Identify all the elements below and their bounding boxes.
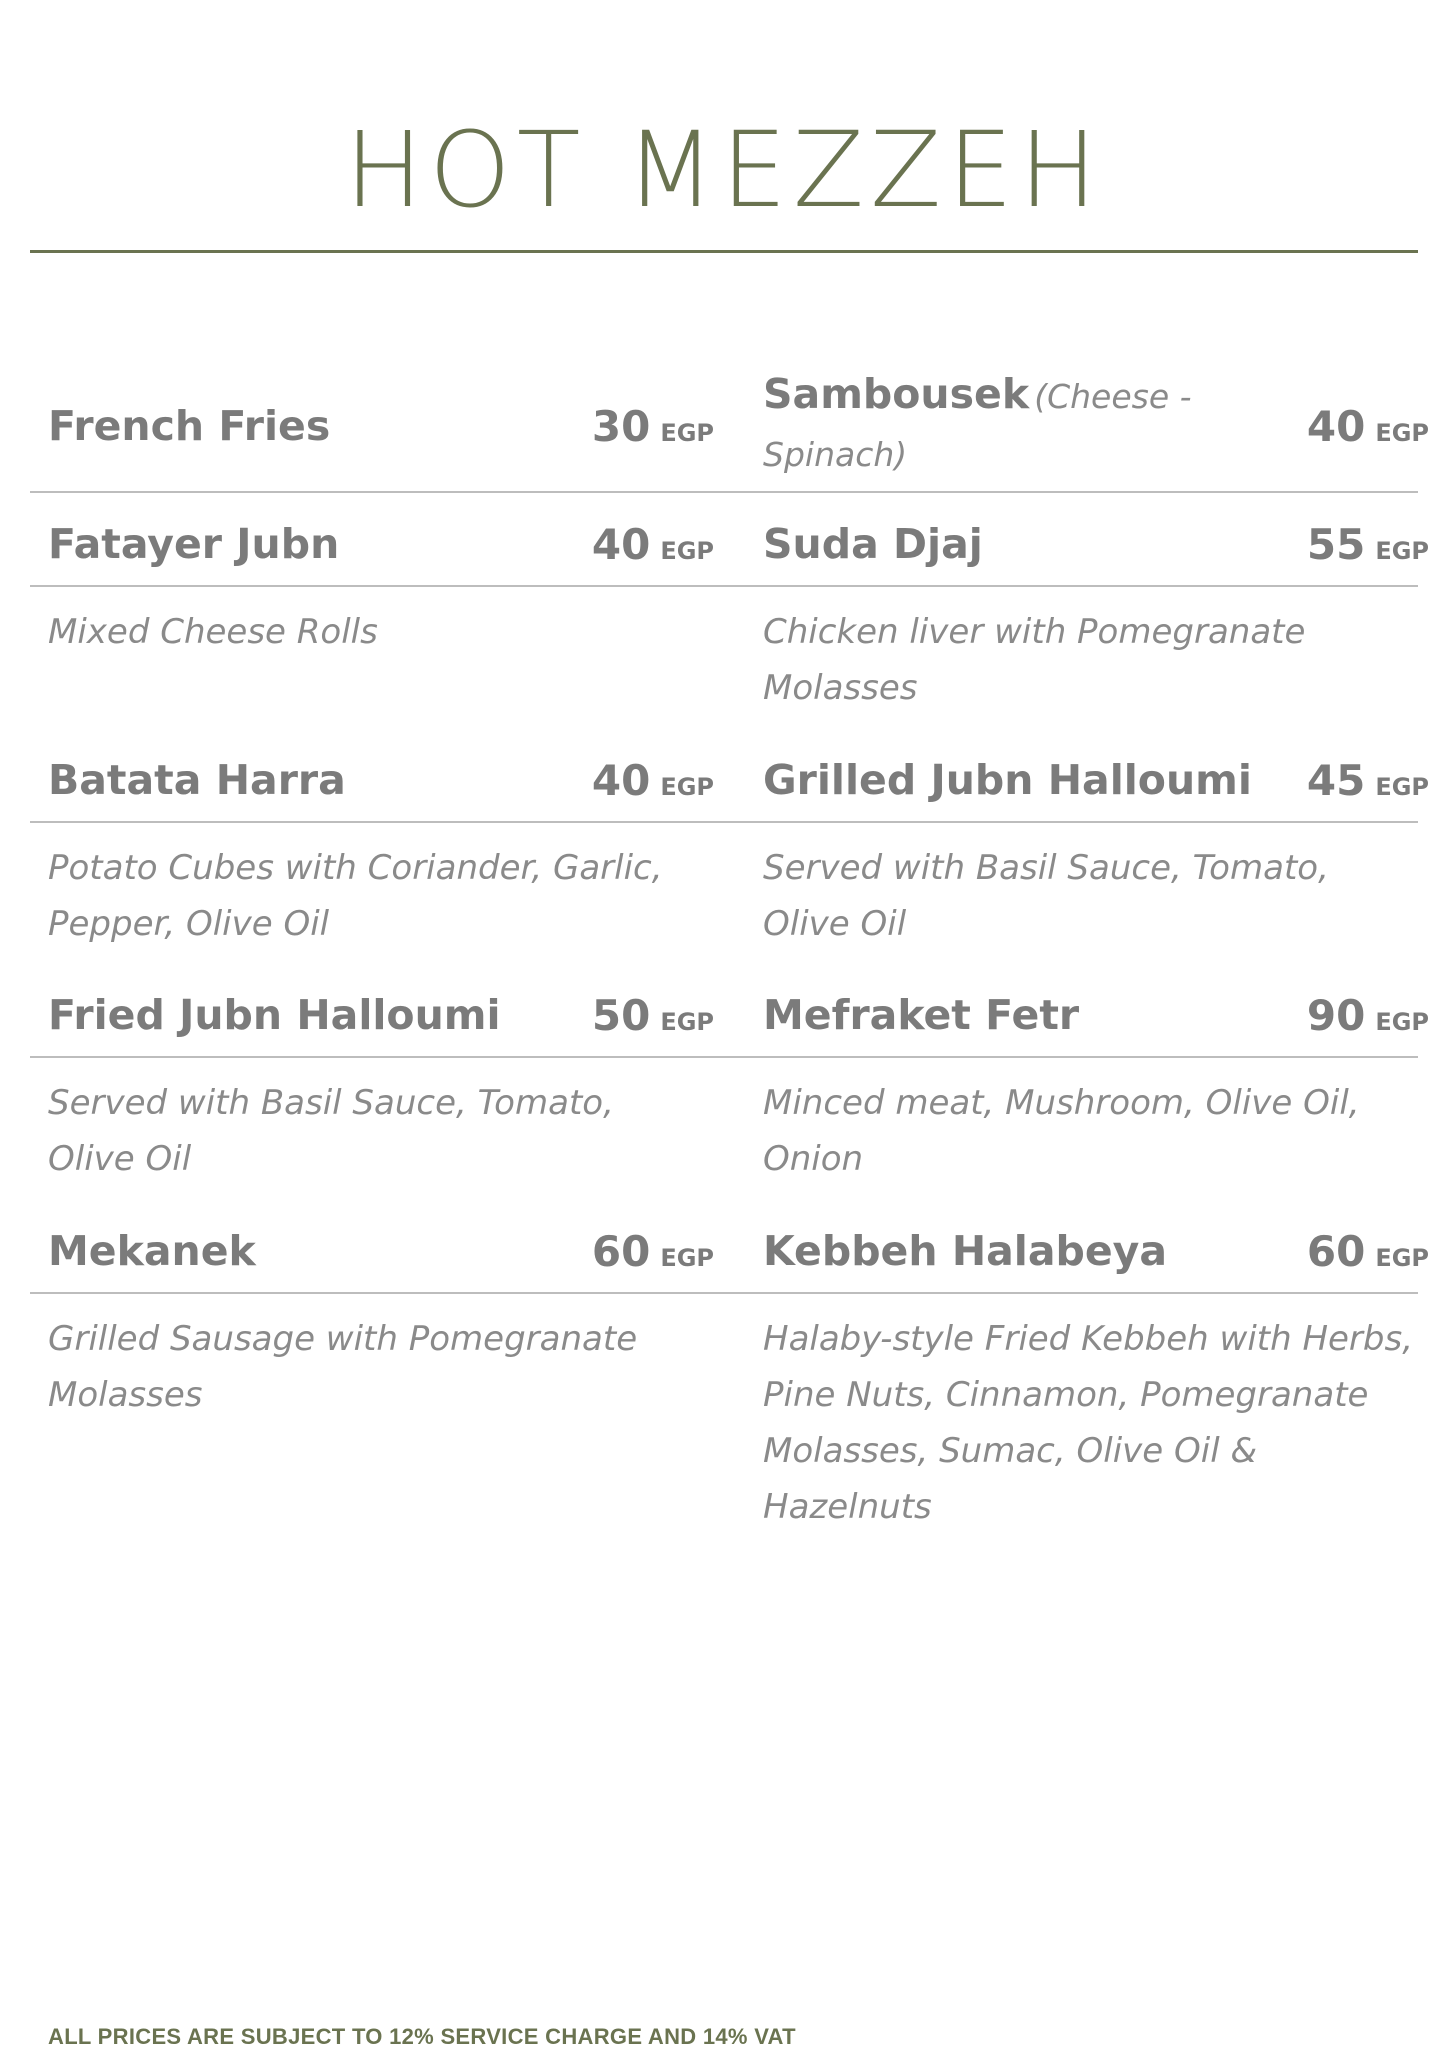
item-price: 40 EGP (591, 755, 714, 805)
menu-item (48, 752, 714, 808)
item-price: 45 EGP (1306, 755, 1429, 805)
item-price: 40 EGP (591, 519, 714, 569)
item-description: Halaby-style Fried Kebbeh with Herbs, Pine Nuts, Cinnamon, Pomegranate Molasses, Sumac, Olive Oil & Hazelnuts (763, 1319, 1414, 1527)
item-name: Suda Djaj (763, 520, 983, 568)
item-price: 30 EGP (591, 401, 714, 451)
menu-item (48, 398, 714, 454)
row-divider (30, 1056, 1418, 1058)
item-description: Mixed Cheese Rolls (48, 612, 378, 652)
item-price: 60 EGP (1306, 1226, 1429, 1276)
title-divider (30, 250, 1418, 253)
row-divider (30, 585, 1418, 587)
item-description: Chicken liver with Pomegranate Molasses (763, 612, 1306, 708)
item-name: Fried Jubn Halloumi (48, 991, 501, 1039)
menu-item (763, 1223, 1429, 1279)
item-description: Minced meat, Mushroom, Olive Oil, Onion (763, 1083, 1360, 1179)
row-divider (30, 821, 1418, 823)
pricing-disclaimer: ALL PRICES ARE SUBJECT TO 12% SERVICE CHARGE AND 14% VAT (48, 2024, 796, 2049)
item-name: French Fries (48, 402, 331, 450)
item-name: Mekanek (48, 1227, 256, 1275)
item-name: Sambousek (763, 370, 1030, 418)
item-price: 90 EGP (1306, 990, 1429, 1040)
item-price: 50 EGP (591, 990, 714, 1040)
item-price: 40 EGP (1306, 401, 1429, 451)
menu-item (763, 398, 1429, 454)
row-divider (30, 491, 1418, 493)
menu-item (48, 516, 714, 572)
item-note: (Cheese - Spinach) (763, 377, 1192, 474)
item-name: Mefraket Fetr (763, 991, 1080, 1039)
item-name: Fatayer Jubn (48, 520, 340, 568)
item-description: Served with Basil Sauce, Tomato, Olive Oil (763, 848, 1329, 944)
menu-item (763, 987, 1429, 1043)
menu-item (48, 987, 714, 1043)
item-name: Kebbeh Halabeya (763, 1227, 1168, 1275)
item-description: Grilled Sausage with Pomegranate Molasses (48, 1319, 638, 1415)
item-name: Grilled Jubn Halloumi (763, 756, 1252, 804)
item-price: 55 EGP (1306, 519, 1429, 569)
menu-item (763, 516, 1429, 572)
item-name: Batata Harra (48, 756, 346, 804)
item-description: Served with Basil Sauce, Tomato, Olive Oil (48, 1083, 614, 1179)
menu-item (48, 1223, 714, 1279)
item-price: 60 EGP (591, 1226, 714, 1276)
page-title: HOT MEZZEH (344, 109, 1104, 231)
menu-item (763, 752, 1429, 808)
item-description: Potato Cubes with Coriander, Garlic, Pepper, Olive Oil (48, 848, 663, 944)
row-divider (30, 1292, 1418, 1294)
